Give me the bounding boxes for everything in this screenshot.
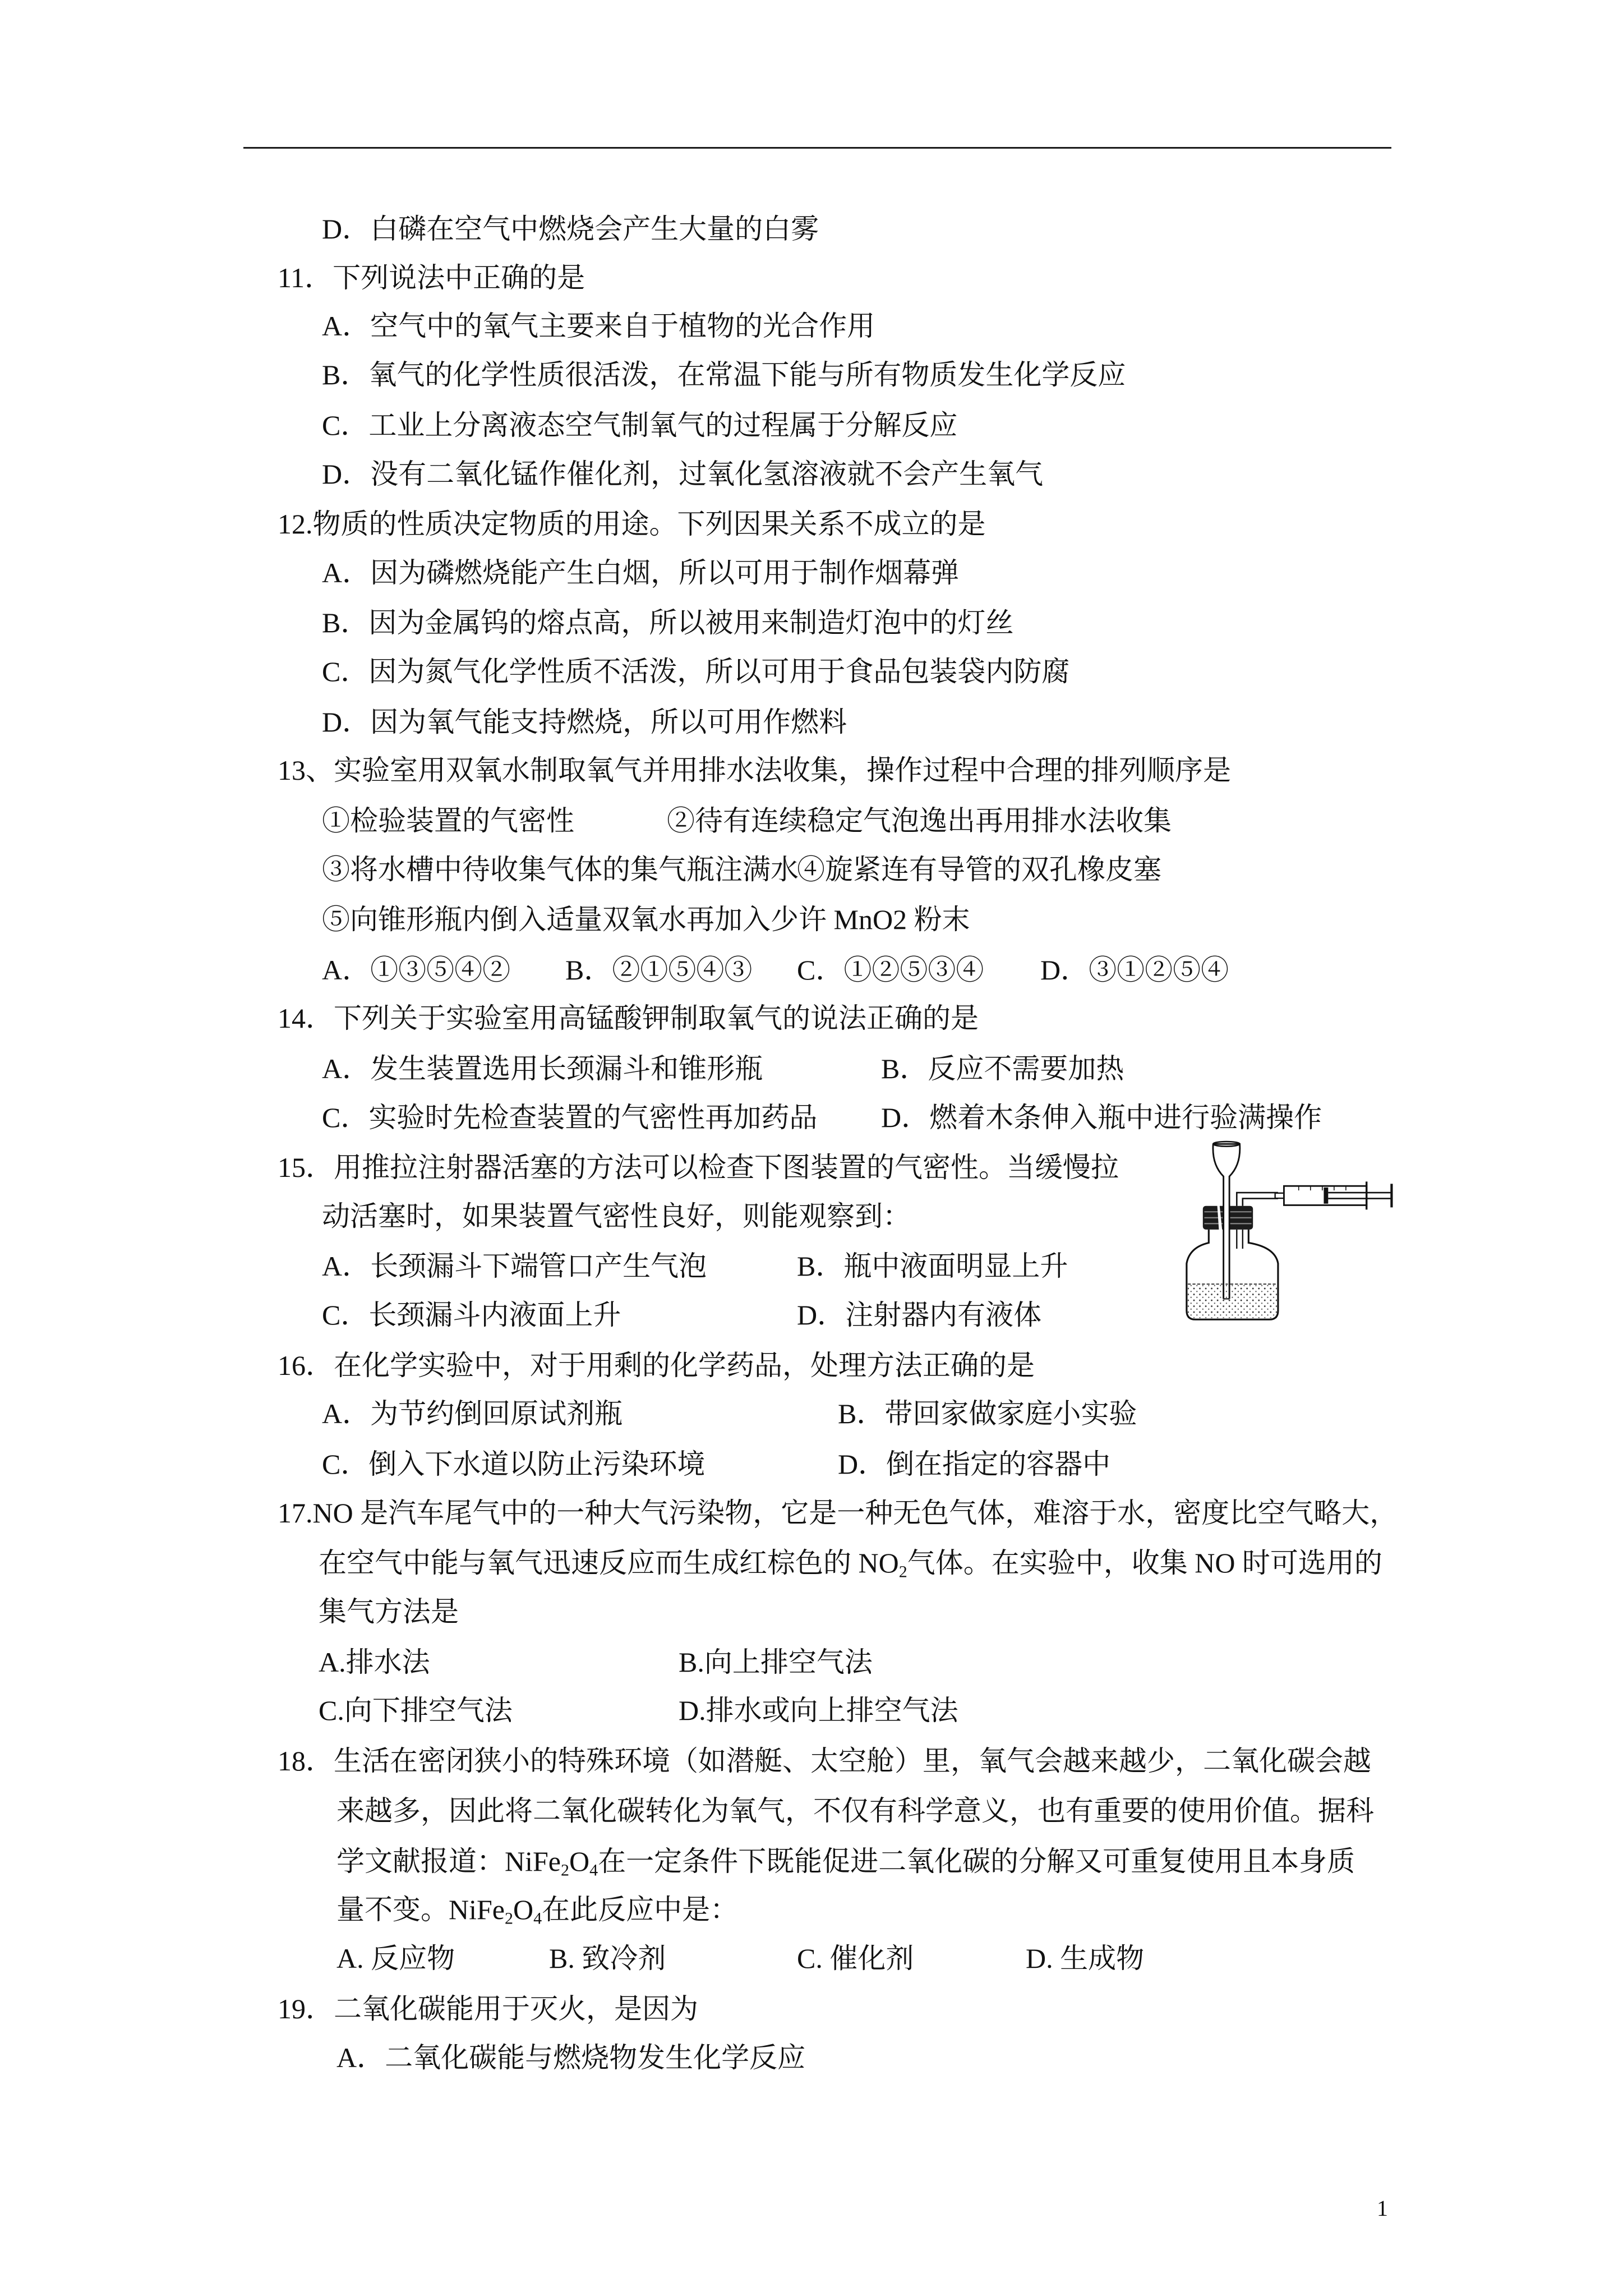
question-18-stem-line-4: [336, 1893, 738, 1926]
question-13-step-5: ⑤向锥形瓶内倒入适量双氧水再加入少许 MnO2 粉末: [322, 904, 970, 935]
question-18-stem-line-1: 18．生活在密闭狭小的特殊环境（如潜艇、太空舱）里，氧气会越来越少，二氧化碳会越: [278, 1745, 1371, 1777]
o-subscript: 4: [589, 1861, 598, 1880]
question-10-option-d: D．白磷在空气中燃烧会产生大量的白雾: [322, 213, 819, 245]
question-15-option-d: D．注射器内有液体: [797, 1299, 1042, 1331]
fe-subscript: 2: [505, 1909, 513, 1928]
question-18-stem-line-2: 来越多，因此将二氧化碳转化为氧气，不仅有科学意义，也有重要的使用价值。据科: [336, 1795, 1374, 1826]
question-18-line-3-text-after: 在一定条件下既能促进二氧化碳的分解又可重复使用且本身质: [598, 1846, 1355, 1877]
page-number: 1: [1377, 2196, 1388, 2221]
question-12-option-c: C．因为氮气化学性质不活泼，所以可用于食品包装袋内防腐: [322, 656, 1070, 687]
question-13-step-4: ④旋紧连有导管的双孔橡皮塞: [797, 854, 1161, 885]
question-14-stem: 14．下列关于实验室用高锰酸钾制取氧气的说法正确的是: [278, 1002, 979, 1034]
o-subscript: 4: [533, 1909, 542, 1928]
question-15-stem-line-2: 动活塞时，如果装置气密性良好，则能观察到：: [322, 1200, 911, 1232]
oxygen-symbol: O: [513, 1894, 534, 1925]
question-12-stem: 12.物质的性质决定物质的用途。下列因果关系不成立的是: [278, 508, 986, 540]
question-17-stem-line-1: 17.NO 是汽车尾气中的一种大气污染物，它是一种无色气体，难溶于水，密度比空气略大，: [278, 1497, 1398, 1529]
syringe: [1275, 1181, 1392, 1209]
no2-subscript: 2: [898, 1562, 907, 1581]
header-rule: [243, 147, 1391, 149]
question-14-option-d: D．燃着木条伸入瓶中进行验满操作: [881, 1102, 1322, 1133]
question-17-stem-line-3: 集气方法是: [319, 1596, 459, 1627]
question-11-stem: 11．下列说法中正确的是: [278, 262, 585, 293]
question-18-line-4-text-after: 在此反应中是：: [542, 1894, 739, 1925]
question-13-step-3: ③将水槽中待收集气体的集气瓶注满水: [322, 854, 799, 885]
question-12-option-b: B．因为金属钨的熔点高，所以被用来制造灯泡中的灯丝: [322, 607, 1014, 638]
question-17-stem-line-2: [319, 1546, 1382, 1580]
question-15-option-b: B．瓶中液面明显上升: [797, 1250, 1068, 1282]
question-15-stem-line-1: 15．用推拉注射器活塞的方法可以检查下图装置的气密性。当缓慢拉: [278, 1152, 1119, 1183]
question-18-option-d: D. 生成物: [1026, 1943, 1145, 1974]
question-17-line-2-text-after: 气体。在实验中，收集 NO 时可选用的: [907, 1547, 1382, 1579]
question-15-option-a: A．长颈漏斗下端管口产生气泡: [322, 1250, 707, 1282]
bottle-liquid: [1188, 1284, 1277, 1318]
question-16-option-c: C．倒入下水道以防止污染环境: [322, 1448, 706, 1480]
fe-subscript: 2: [561, 1861, 569, 1880]
question-17-option-a: A.排水法: [319, 1646, 430, 1678]
question-16-option-b: B．带回家做家庭小实验: [838, 1398, 1137, 1429]
question-18-line-3-text-before: 学文献报道：NiFe: [336, 1846, 561, 1877]
question-11-option-b: B．氧气的化学性质很活泼，在常温下能与所有物质发生化学反应: [322, 359, 1126, 390]
question-13-option-a: A．①③⑤④②: [322, 954, 511, 986]
question-12-option-a: A．因为磷燃烧能产生白烟，所以可用于制作烟幕弹: [322, 557, 960, 588]
question-11-option-a: A．空气中的氧气主要来自于植物的光合作用: [322, 310, 875, 342]
question-18-line-4-text-before: 量不变。NiFe: [336, 1894, 505, 1925]
question-18-option-b: B. 致冷剂: [549, 1943, 666, 1974]
question-19-option-a: A．二氧化碳能与燃烧物发生化学反应: [336, 2042, 806, 2073]
question-17-option-d: D.排水或向上排空气法: [679, 1695, 958, 1726]
question-13-step-2: ②待有连续稳定气泡逸出再用排水法收集: [667, 805, 1172, 836]
question-13-step-1: ①检验装置的气密性: [322, 805, 574, 836]
question-13-stem: 13、实验室用双氧水制取氧气并用排水法收集，操作过程中合理的排列顺序是: [278, 754, 1231, 786]
oxygen-symbol: O: [569, 1846, 590, 1877]
question-13-option-c: C．①②⑤③④: [797, 954, 984, 986]
question-17-option-c: C.向下排空气法: [319, 1695, 513, 1726]
question-16-stem: 16．在化学实验中，对于用剩的化学药品，处理方法正确的是: [278, 1350, 1035, 1381]
question-19-stem: 19．二氧化碳能用于灭火，是因为: [278, 1993, 698, 2024]
question-13-option-b: B．②①⑤④③: [565, 954, 753, 986]
question-12-option-d: D．因为氧气能支持燃烧，所以可用作燃料: [322, 706, 847, 738]
question-16-option-a: A．为节约倒回原试剂瓶: [322, 1398, 623, 1429]
question-18-option-c: C. 催化剂: [797, 1943, 914, 1974]
question-18-stem-line-3: [336, 1844, 1355, 1878]
question-18-option-a: A. 反应物: [336, 1943, 455, 1974]
question-16-option-d: D．倒在指定的容器中: [838, 1448, 1111, 1480]
question-14-option-c: C．实验时先检查装置的气密性再加药品: [322, 1102, 818, 1133]
question-13-option-d: D．③①②⑤④: [1040, 954, 1229, 986]
question-14-option-a: A．发生装置选用长颈漏斗和锥形瓶: [322, 1053, 763, 1084]
question-17-line-2-text-before: 在空气中能与氧气迅速反应而生成红棕色的 NO: [319, 1547, 899, 1579]
question-14-option-b: B．反应不需要加热: [881, 1053, 1124, 1084]
question-15-option-c: C．长颈漏斗内液面上升: [322, 1299, 621, 1331]
question-17-option-b: B.向上排空气法: [679, 1646, 873, 1678]
question-11-option-c: C．工业上分离液态空气制氧气的过程属于分解反应: [322, 409, 958, 441]
airtightness-apparatus-figure: [1173, 1129, 1402, 1328]
question-11-option-d: D．没有二氧化锰作催化剂，过氧化氢溶液就不会产生氧气: [322, 458, 1044, 490]
